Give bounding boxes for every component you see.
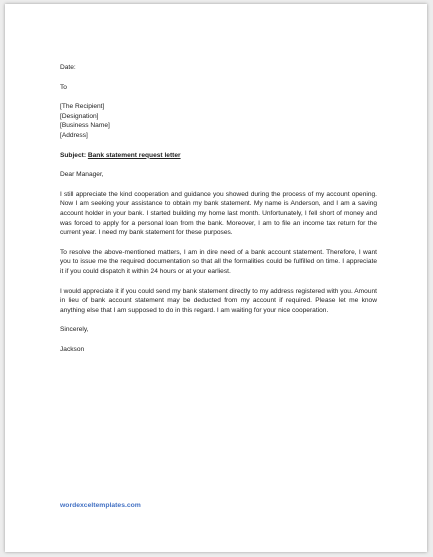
letter-page: [5, 4, 427, 552]
subject-text: Bank statement request letter: [87, 151, 181, 159]
recipient-line: [Designation]: [60, 112, 99, 120]
letter-body: [60, 63, 377, 354]
recipient-line: [Address]: [60, 131, 88, 139]
recipient-block: [60, 102, 377, 140]
signature-name: Jackson: [60, 345, 85, 353]
date-label: Date:: [60, 64, 76, 71]
footer-website-link[interactable]: wordexceltemplates.com: [60, 502, 141, 509]
subject-line: [60, 151, 377, 161]
to-label: To: [60, 83, 67, 91]
recipient-line: [The Recipient]: [60, 103, 105, 111]
body-paragraph: I still appreciate the kind cooperation and guidance you showed during the process of my account opening. Now I am seeking your assistance to obtain my bank statement. My name is Anderson, and I am a saving account holder in your bank. I started building my home last month. Unfortunately, I fell short of money and was forced to apply for a personal loan from the bank. Moreover, I am to file an income tax return for the current year. I need my bank statement for these purposes.: [60, 190, 377, 237]
salutation: Dear Manager,: [60, 171, 104, 179]
subject-label: Subject:: [60, 151, 87, 159]
closing: Sincerely,: [60, 326, 89, 334]
body-paragraph: I would appreciate it if you could send my bank statement directly to my address registered with you. Amount in lieu of bank account statement may be deducted from my account if required. Please let me know anything else that I am supposed to do in this regard. I am waiting for your nice cooperation.: [60, 287, 377, 314]
body-paragraph: To resolve the above-mentioned matters, I am in dire need of a bank account statement. Therefore, I want you to issue me the required documentation so that all the formalities could be fulfilled on time. I appreciate it if you could dispatch it within 24 hours or at your earliest.: [60, 248, 377, 275]
recipient-line: [Business Name]: [60, 122, 110, 130]
